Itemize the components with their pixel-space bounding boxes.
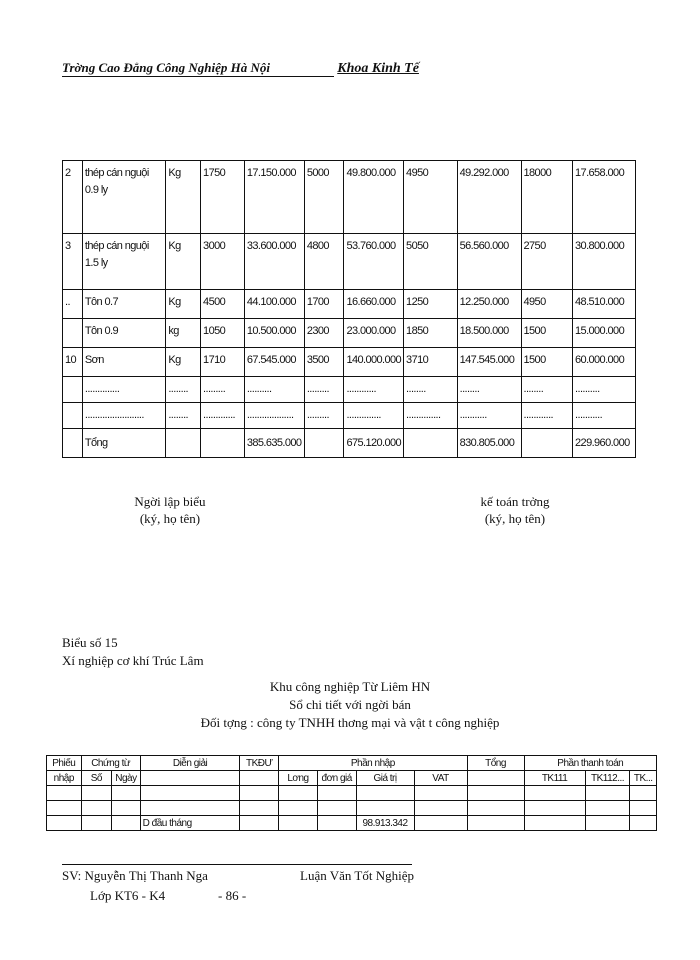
- table-cell: 4500: [201, 290, 245, 319]
- table-header-row: [47, 756, 657, 771]
- table-cell: 830.805.000: [457, 429, 521, 458]
- table-cell: 16.660.000: [344, 290, 404, 319]
- table-cell: 18.500.000: [457, 319, 521, 348]
- table-cell: Sơn: [82, 348, 165, 377]
- table-cell: Kg: [166, 234, 201, 290]
- preparer-subtitle: (ký, họ tên): [139, 511, 201, 526]
- header-cell: TK...: [630, 771, 657, 786]
- faculty-name: Khoa Kinh Tế: [337, 61, 419, 76]
- accountant-subtitle: (ký, họ tên): [484, 511, 546, 526]
- table-cell: [63, 403, 83, 429]
- thesis-label: Luận Văn Tốt Nghiệp: [300, 868, 414, 883]
- header-cell: Số: [81, 771, 112, 786]
- header-cell: Tổng: [467, 756, 524, 771]
- header-cell: [240, 771, 279, 786]
- table-cell: [63, 429, 83, 458]
- header-cell: Ngày: [112, 771, 141, 786]
- page-number: - 86 -: [218, 888, 247, 903]
- table-cell: 10: [63, 348, 83, 377]
- table-cell: ........: [521, 377, 573, 403]
- table-cell: ............: [344, 377, 404, 403]
- header-cell: TK112...: [585, 771, 630, 786]
- table-cell: [63, 377, 83, 403]
- table-cell: 67.545.000: [244, 348, 304, 377]
- header-cell: Phần nhập: [279, 756, 467, 771]
- table-cell: 1050: [201, 319, 245, 348]
- table-row: [63, 234, 636, 290]
- table-row: [63, 348, 636, 377]
- table-cell: 3: [63, 234, 83, 290]
- accountant-signature: [455, 493, 575, 527]
- table-cell: 4800: [304, 234, 344, 290]
- table-cell: [63, 319, 83, 348]
- table-cell: ..............: [404, 403, 458, 429]
- table-cell: 3000: [201, 234, 245, 290]
- table-row: [47, 801, 657, 816]
- table-cell: 49.800.000: [344, 161, 404, 234]
- preparer-title: Ngời lập biểu: [134, 494, 206, 509]
- table-cell: 675.120.000: [344, 429, 404, 458]
- table-cell: 17.150.000: [244, 161, 304, 234]
- table-row: [47, 816, 657, 831]
- table-cell: 30.800.000: [573, 234, 636, 290]
- table-cell: 1250: [404, 290, 458, 319]
- table-cell: ..........: [573, 377, 636, 403]
- table-row: [63, 429, 636, 458]
- table-cell: 5050: [404, 234, 458, 290]
- table-cell: ........: [457, 377, 521, 403]
- table-cell: 18000: [521, 161, 573, 234]
- table-row: [63, 319, 636, 348]
- table-cell: [166, 429, 201, 458]
- table-cell: 60.000.000: [573, 348, 636, 377]
- table-cell: 49.292.000: [457, 161, 521, 234]
- table-cell: 3500: [304, 348, 344, 377]
- table-cell: Tổng: [82, 429, 165, 458]
- table-cell: 147.545.000: [457, 348, 521, 377]
- table-cell: Tôn 0.7: [82, 290, 165, 319]
- table-cell: ...........: [457, 403, 521, 429]
- table-cell: ........................: [82, 403, 165, 429]
- table-cell: 1710: [201, 348, 245, 377]
- table-cell: ..........: [244, 377, 304, 403]
- table-cell: 2: [63, 161, 83, 234]
- table-cell: 229.960.000: [573, 429, 636, 458]
- table-cell: ..............: [82, 377, 165, 403]
- table-cell: .............: [201, 403, 245, 429]
- table-cell: 53.760.000: [344, 234, 404, 290]
- header-cell: đơn giá: [317, 771, 356, 786]
- supplier-ledger-table: [46, 755, 657, 831]
- table-row: [63, 290, 636, 319]
- table-cell: 3710: [404, 348, 458, 377]
- student-name: SV: Nguyễn Thị Thanh Nga: [62, 868, 208, 883]
- table-cell: thép cán nguội 1.5 ly: [82, 234, 165, 290]
- company-name: Xí nghiệp cơ khí Trúc Lâm: [62, 653, 204, 668]
- table-cell: 4950: [404, 161, 458, 234]
- table-cell: ........: [166, 377, 201, 403]
- header-cell: [140, 771, 240, 786]
- header-cell: TK111: [524, 771, 585, 786]
- table-cell: 1750: [201, 161, 245, 234]
- table-subheader-row: [47, 771, 657, 786]
- table-cell: 5000: [304, 161, 344, 234]
- header-cell: [467, 771, 524, 786]
- table-cell: 12.250.000: [457, 290, 521, 319]
- ledger-subject: Đối tợng : công ty TNHH thơng mại và vật t công nghiệp: [200, 715, 500, 730]
- table-cell: [521, 429, 573, 458]
- table-cell: [201, 429, 245, 458]
- table-row: [47, 786, 657, 801]
- header-cell: Phần thanh toán: [524, 756, 656, 771]
- header-cell: nhập: [47, 771, 82, 786]
- table-cell: 1500: [521, 348, 573, 377]
- table-cell: Kg: [166, 290, 201, 319]
- table-cell: 44.100.000: [244, 290, 304, 319]
- table-cell: 2750: [521, 234, 573, 290]
- table-row: [63, 377, 636, 403]
- school-name: Trờng Cao Đẳng Công Nghiệp Hà Nội: [62, 60, 334, 77]
- materials-table: [62, 160, 636, 458]
- table-cell: .........: [304, 377, 344, 403]
- table-cell: thép cán nguội 0.9 ly: [82, 161, 165, 234]
- table-cell: Tôn 0.9: [82, 319, 165, 348]
- table-row: [63, 403, 636, 429]
- table-cell: 1700: [304, 290, 344, 319]
- table-cell: kg: [166, 319, 201, 348]
- opening-balance-label: D đầu tháng: [140, 816, 240, 831]
- footer-rule: [62, 864, 412, 865]
- table-cell: 1500: [521, 319, 573, 348]
- table-row: [63, 161, 636, 234]
- header-cell: VAT: [414, 771, 467, 786]
- table-cell: ..: [63, 290, 83, 319]
- table-cell: 56.560.000: [457, 234, 521, 290]
- table-cell: 4950: [521, 290, 573, 319]
- table-cell: 1850: [404, 319, 458, 348]
- table-cell: ........: [404, 377, 458, 403]
- table-cell: .........: [304, 403, 344, 429]
- table-cell: 33.600.000: [244, 234, 304, 290]
- header-cell: TKĐƯ: [240, 756, 279, 771]
- table-cell: 2300: [304, 319, 344, 348]
- table-cell: 385.635.000: [244, 429, 304, 458]
- table-cell: .........: [201, 377, 245, 403]
- table-cell: 23.000.000: [344, 319, 404, 348]
- table-cell: 15.000.000: [573, 319, 636, 348]
- table-cell: 140.000.000: [344, 348, 404, 377]
- table-cell: 10.500.000: [244, 319, 304, 348]
- preparer-signature: [110, 493, 230, 527]
- ledger-title: Sổ chi tiết với ngời bán: [289, 697, 411, 712]
- header-cell: Diễn giải: [140, 756, 240, 771]
- table-cell: ........: [166, 403, 201, 429]
- header-cell: Lơng: [279, 771, 318, 786]
- table-cell: ............: [521, 403, 573, 429]
- company-address: Khu công nghiệp Từ Liêm HN: [269, 679, 431, 694]
- table-cell: ..............: [344, 403, 404, 429]
- header-cell: Giá trị: [356, 771, 414, 786]
- table-cell: ...................: [244, 403, 304, 429]
- accountant-title: kế toán trởng: [480, 494, 550, 509]
- table-cell: 48.510.000: [573, 290, 636, 319]
- opening-balance-value: 98.913.342: [356, 816, 414, 831]
- table-cell: Kg: [166, 348, 201, 377]
- table-cell: [404, 429, 458, 458]
- class-label: Lớp KT6 - K4: [90, 888, 166, 903]
- header-cell: Phiếu: [47, 756, 82, 771]
- table-cell: 17.658.000: [573, 161, 636, 234]
- table-cell: ...........: [573, 403, 636, 429]
- page-header: [62, 60, 419, 77]
- table-cell: Kg: [166, 161, 201, 234]
- header-cell: Chứng từ: [81, 756, 140, 771]
- table-cell: [304, 429, 344, 458]
- form-label: Biểu số 15: [62, 635, 118, 650]
